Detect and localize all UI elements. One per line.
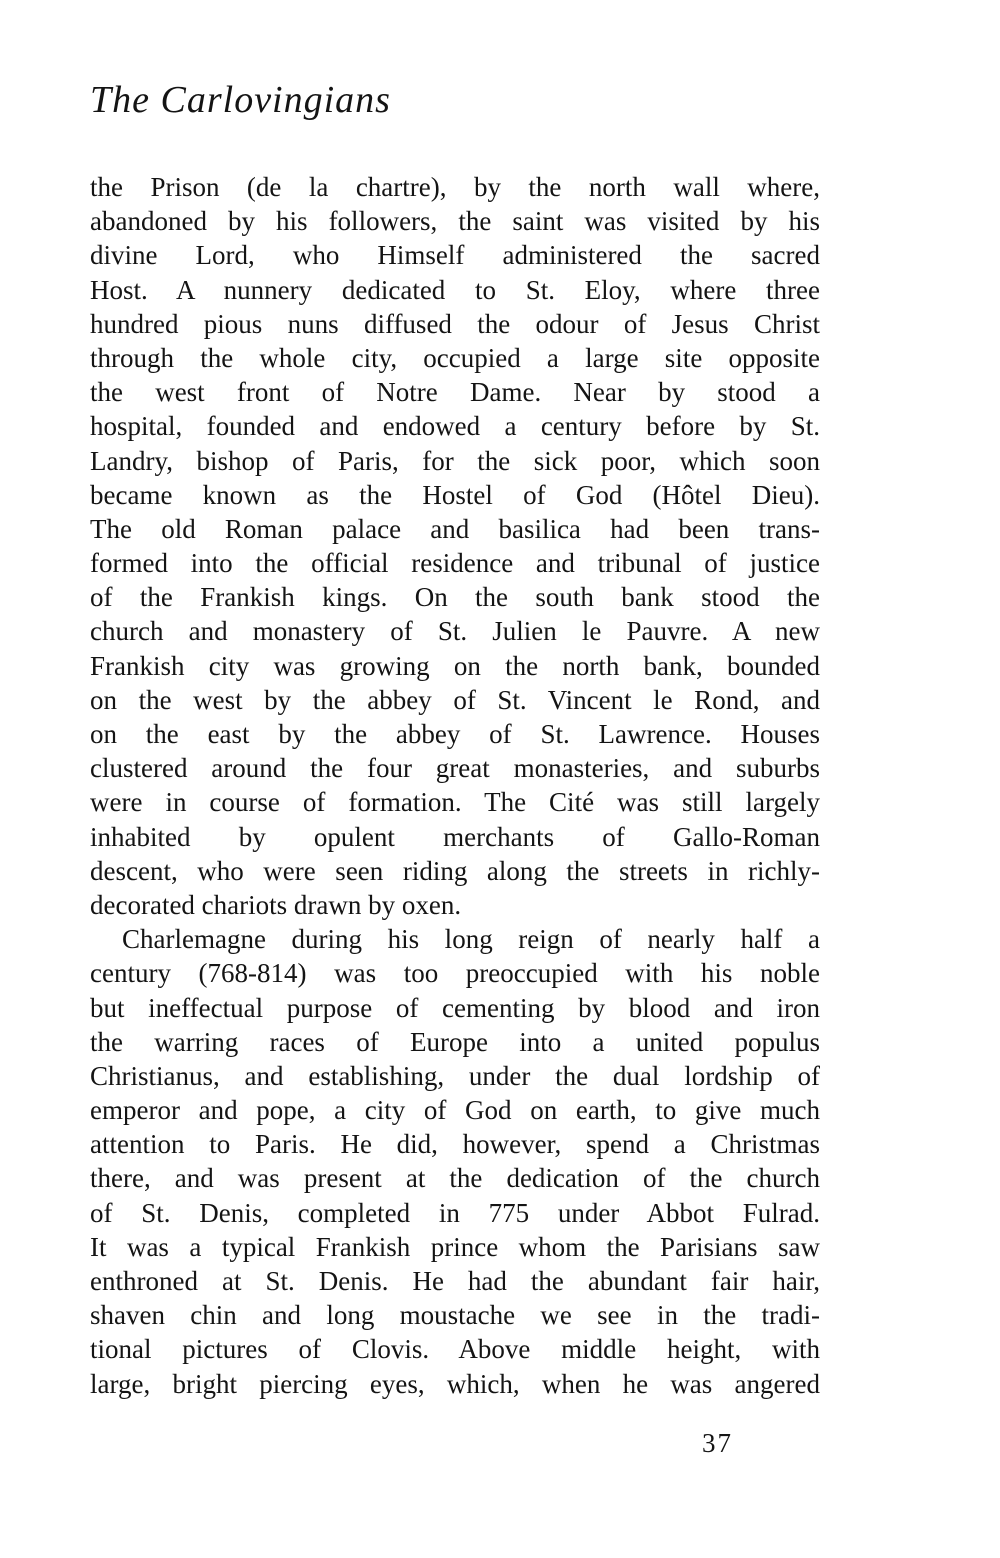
text-line: tional pictures of Clovis. Above middle height, with [90, 1334, 820, 1365]
text-line: Landry, bishop of Paris, for the sick poor, which soon [90, 445, 820, 476]
text-line: descent, who were seen riding along the streets in richly- [90, 855, 820, 886]
text-line: Host. A nunnery dedicated to St. Eloy, where three [90, 274, 820, 305]
text-line: the Prison (de la chartre), by the north wall where, [90, 172, 820, 202]
page-number: 37 [702, 1428, 733, 1458]
text-line: on the west by the abbey of St. Vincent le Rond, and [90, 684, 820, 715]
text-line: shaven chin and long moustache we see in the tradi- [90, 1300, 820, 1331]
text-line: hospital, founded and endowed a century before by St. [90, 411, 820, 442]
text-line: the west front of Notre Dame. Near by stood a [90, 377, 820, 408]
text-line: emperor and pope, a city of God on earth, to give much [90, 1095, 820, 1126]
text-line: decorated chariots drawn by oxen. [90, 889, 462, 920]
text-line: enthroned at St. Denis. He had the abundant fair hair, [90, 1266, 820, 1296]
text-line: Christianus, and establishing, under the dual lordship of [90, 1060, 820, 1091]
text-line: but ineffectual purpose of cementing by blood and iron [90, 992, 820, 1023]
text-line: large, bright piercing eyes, which, when he was angered [90, 1368, 820, 1399]
text-line: of the Frankish kings. On the south bank stood the [90, 582, 820, 613]
text-line: church and monastery of St. Julien le Pauvre. A new [90, 616, 820, 647]
text-line: were in course of formation. The Cité was still largely [90, 787, 820, 818]
text-line: formed into the official residence and tribunal of justice [90, 548, 820, 579]
text-line: abandoned by his followers, the saint was visited by his [90, 206, 820, 237]
text-line: inhabited by opulent merchants of Gallo-Roman [90, 821, 820, 852]
text-line: of St. Denis, completed in 775 under Abbot Fulrad. [90, 1197, 820, 1228]
text-line: on the east by the abbey of St. Lawrence. Houses [90, 719, 820, 749]
text-line: clustered around the four great monasteries, and suburbs [90, 753, 820, 784]
running-head: The Carlovingians [90, 79, 391, 121]
text-line: through the whole city, occupied a large site opposite [90, 342, 820, 373]
text-line: century (768-814) was too preoccupied with his noble [90, 958, 820, 989]
text-line: Frankish city was growing on the north bank, bounded [90, 650, 820, 681]
text-line: The old Roman palace and basilica had been trans- [90, 513, 820, 544]
body-text [90, 170, 820, 1401]
text-line: there, and was present at the dedication of the church [90, 1163, 820, 1194]
text-line: the warring races of Europe into a united populus [90, 1026, 820, 1057]
text-line: Charlemagne during his long reign of nearly half a [122, 924, 820, 955]
text-line: It was a typical Frankish prince whom the Parisians saw [90, 1231, 820, 1262]
text-line: divine Lord, who Himself administered the sacred [90, 240, 820, 271]
text-line: attention to Paris. He did, however, spend a Christmas [90, 1129, 820, 1160]
text-line: became known as the Hostel of God (Hôtel Dieu). [90, 479, 820, 510]
text-line: hundred pious nuns diffused the odour of Jesus Christ [90, 308, 820, 339]
